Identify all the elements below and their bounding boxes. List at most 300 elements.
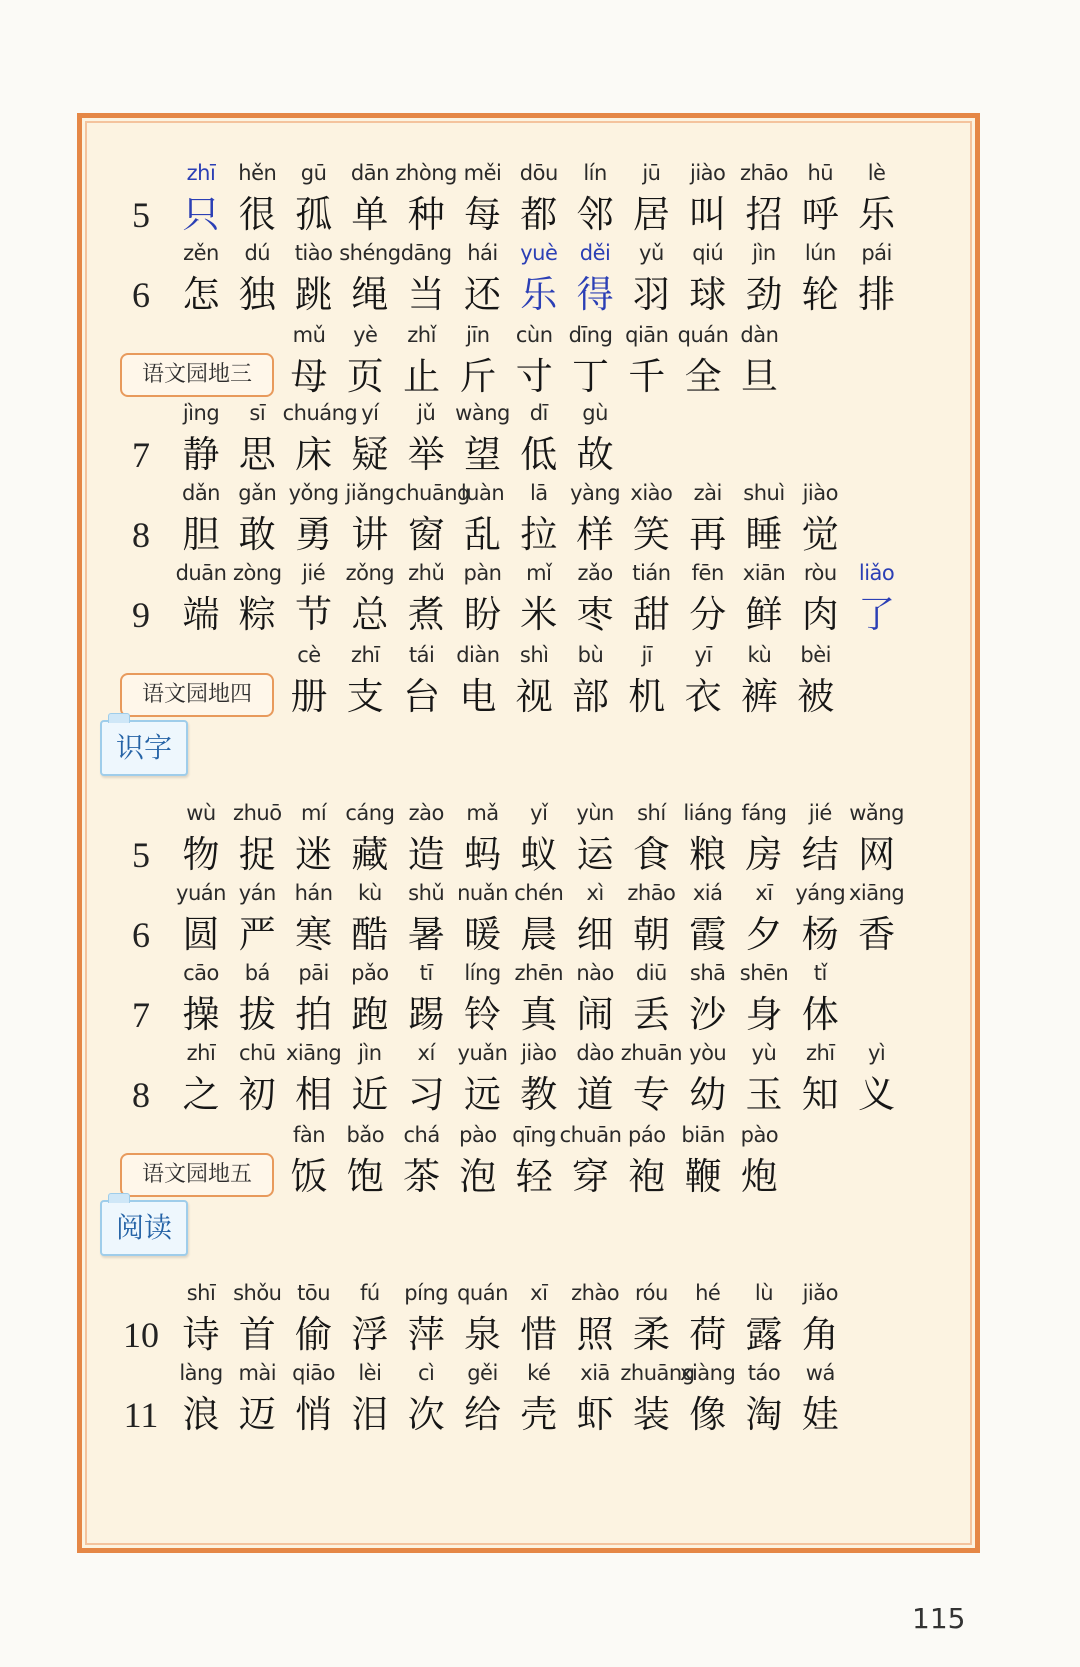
pinyin: zhǔ (408, 561, 445, 585)
character-cell (226, 556, 288, 640)
pinyin: xiāng (285, 1041, 342, 1065)
hanzi: 炮 (740, 1155, 778, 1198)
pinyin: xī (755, 881, 773, 905)
character-cell (278, 1118, 340, 1202)
hanzi: 饭 (290, 1155, 328, 1198)
pinyin: chū (238, 1041, 276, 1065)
character-cell (395, 1356, 457, 1440)
character-cell (170, 556, 232, 640)
character-cell (508, 1356, 570, 1440)
pinyin: nuǎn (457, 881, 508, 905)
character-cell (733, 796, 795, 880)
pinyin: liǎo (858, 561, 895, 585)
hanzi: 乱 (464, 513, 501, 556)
pinyin: jǔ (417, 401, 436, 425)
hanzi: 远 (464, 1073, 501, 1116)
hanzi: 枣 (576, 593, 614, 636)
character-cell (733, 956, 795, 1040)
hanzi: 香 (858, 913, 896, 956)
character-cell (846, 236, 908, 320)
character-cell (339, 396, 401, 480)
pinyin: yuán (176, 881, 226, 905)
pinyin: lún (804, 241, 836, 265)
pinyin: tái (408, 643, 435, 667)
hanzi: 操 (182, 993, 220, 1036)
pinyin: yì (867, 1041, 886, 1065)
pinyin: pāi (298, 961, 329, 985)
pinyin: sī (249, 401, 266, 425)
hanzi: 都 (520, 193, 558, 236)
hanzi: 物 (182, 833, 220, 876)
character-cell (564, 236, 626, 320)
pinyin: mǎ (466, 801, 499, 825)
hanzi: 故 (576, 433, 614, 476)
hanzi: 鲜 (745, 593, 783, 636)
pinyin: xì (586, 881, 604, 905)
pinyin: gù (582, 401, 608, 425)
hanzi: 装 (632, 1393, 670, 1436)
character-row (82, 556, 982, 640)
character-row (82, 396, 982, 480)
pinyin: shéng (339, 241, 401, 265)
character-cell (728, 1118, 790, 1202)
pinyin: shuì (743, 481, 785, 505)
hanzi: 疑 (351, 433, 389, 476)
hanzi: 当 (407, 273, 445, 316)
pinyin: qiú (692, 241, 724, 265)
hanzi: 举 (407, 433, 445, 476)
pinyin: chuáng (282, 401, 358, 425)
pinyin: yùn (576, 801, 614, 825)
hanzi: 轮 (801, 273, 839, 316)
pinyin: zhāo (739, 161, 789, 185)
pinyin: chuāng (395, 481, 470, 505)
pinyin: mǐ (526, 561, 552, 585)
character-cell (677, 236, 739, 320)
character-cell (170, 1356, 232, 1440)
hanzi: 相 (295, 1073, 333, 1116)
hanzi: 了 (858, 593, 896, 636)
character-cell (170, 476, 232, 560)
pinyin: diàn (456, 643, 500, 667)
hanzi: 体 (801, 993, 839, 1036)
hanzi: 近 (351, 1073, 389, 1116)
pinyin: páo (628, 1123, 666, 1147)
pinyin: kù (357, 881, 382, 905)
hanzi: 袍 (628, 1155, 666, 1198)
pinyin: bù (577, 643, 604, 667)
pinyin: zhuān (620, 1041, 683, 1065)
hanzi: 柔 (632, 1313, 670, 1356)
character-cell (620, 1276, 682, 1360)
pinyin: lín (583, 161, 607, 185)
hanzi: 视 (515, 675, 553, 718)
hanzi: 节 (295, 593, 333, 636)
hanzi: 教 (520, 1073, 558, 1116)
character-cell (620, 876, 682, 960)
character-row (82, 1036, 982, 1120)
character-cell (170, 236, 232, 320)
character-cell (395, 156, 457, 240)
pinyin: zǒng (345, 561, 395, 585)
character-cell (789, 796, 851, 880)
hanzi: 很 (238, 193, 276, 236)
hanzi: 沙 (689, 993, 727, 1036)
character-cell (677, 796, 739, 880)
hanzi: 身 (745, 993, 783, 1036)
hanzi: 只 (182, 193, 220, 236)
character-cell (283, 476, 345, 560)
character-cell (226, 236, 288, 320)
hanzi: 玉 (745, 1073, 783, 1116)
character-cell (620, 1356, 695, 1440)
lesson-number: 11 (123, 1395, 159, 1435)
pinyin: dī (529, 401, 548, 425)
pinyin: mí (300, 801, 327, 825)
hanzi: 壳 (520, 1393, 558, 1436)
hanzi: 静 (182, 433, 220, 476)
hanzi: 煮 (407, 593, 445, 636)
character-cell (395, 1276, 457, 1360)
pinyin: hán (294, 881, 333, 905)
pinyin: lù (754, 1281, 774, 1305)
hanzi: 乐 (520, 273, 558, 316)
character-cell (282, 396, 358, 480)
character-cell (728, 638, 790, 722)
character-cell (278, 638, 340, 722)
hanzi: 茶 (403, 1155, 441, 1198)
pinyin: biān (681, 1123, 725, 1147)
character-cell (226, 1356, 288, 1440)
pinyin: ké (527, 1361, 551, 1385)
hanzi: 结 (801, 833, 839, 876)
pinyin: hái (467, 241, 498, 265)
pinyin: shì (519, 643, 549, 667)
pinyin: wǎng (849, 801, 904, 825)
hanzi: 怎 (182, 273, 220, 316)
hanzi: 还 (464, 273, 501, 316)
hanzi: 饱 (346, 1155, 384, 1198)
character-cell (395, 876, 457, 960)
character-cell (226, 1036, 288, 1120)
character-cell (677, 956, 739, 1040)
hanzi: 止 (403, 355, 441, 398)
character-cell (677, 1356, 739, 1440)
character-cell (789, 876, 851, 960)
hanzi: 朝 (632, 913, 670, 956)
pinyin: pào (459, 1123, 497, 1147)
character-cell (395, 236, 457, 320)
character-cell (283, 236, 345, 320)
pinyin: jīn (466, 323, 490, 347)
hanzi: 粽 (238, 593, 276, 636)
pinyin: zhòng (395, 161, 457, 185)
hanzi: 支 (346, 675, 384, 718)
hanzi: 样 (576, 513, 614, 556)
character-cell (508, 556, 570, 640)
character-cell (620, 156, 682, 240)
hanzi: 夕 (745, 913, 783, 956)
hanzi: 甜 (632, 593, 670, 636)
hanzi: 浮 (351, 1313, 389, 1356)
hanzi: 藏 (351, 833, 389, 876)
pinyin: píng (404, 1281, 449, 1305)
character-cell (170, 1276, 232, 1360)
hanzi: 低 (520, 433, 558, 476)
hanzi: 觉 (801, 513, 839, 556)
character-row (82, 156, 982, 240)
hanzi: 球 (689, 273, 727, 316)
lesson-number: 5 (132, 835, 150, 875)
pinyin: xiàng (680, 1361, 736, 1385)
hanzi: 总 (351, 593, 389, 636)
hanzi: 衣 (684, 675, 722, 718)
chinese-garden-tag: 语文园地三 (120, 353, 274, 397)
hanzi: 被 (797, 675, 835, 718)
pinyin: zào (408, 801, 444, 825)
pinyin: xiào (630, 481, 673, 505)
pinyin: zhuāng (620, 1361, 695, 1385)
pinyin: lè (867, 161, 886, 185)
pinyin: zài (693, 481, 722, 505)
hanzi: 道 (576, 1073, 614, 1116)
hanzi: 娃 (801, 1393, 839, 1436)
pinyin: liáng (683, 801, 733, 825)
character-cell (789, 476, 851, 560)
character-cell (564, 556, 626, 640)
pinyin: dīng (568, 323, 613, 347)
hanzi: 杨 (801, 913, 839, 956)
pinyin: dān (350, 161, 389, 185)
character-cell (672, 318, 734, 402)
character-cell (789, 1036, 851, 1120)
pinyin: zòng (233, 561, 282, 585)
pinyin: zhuō (233, 801, 282, 825)
pinyin: zhēn (514, 961, 564, 985)
pinyin: yàng (570, 481, 621, 505)
character-cell (395, 956, 457, 1040)
pinyin: jié (302, 561, 326, 585)
character-cell (564, 1276, 626, 1360)
hanzi: 跑 (351, 993, 389, 1036)
lesson-number: 8 (132, 515, 150, 555)
character-cell (564, 396, 626, 480)
character-cell (789, 236, 851, 320)
character-cell (334, 318, 396, 402)
character-cell (672, 638, 734, 722)
character-cell (564, 956, 626, 1040)
pinyin: cè (297, 643, 321, 667)
pinyin: wàng (455, 401, 510, 425)
hanzi: 惜 (520, 1313, 558, 1356)
hanzi: 拉 (520, 513, 558, 556)
pinyin: lèi (358, 1361, 382, 1385)
pinyin: zǎo (577, 561, 613, 585)
character-cell (226, 396, 288, 480)
character-cell (395, 476, 470, 560)
character-row (82, 876, 982, 960)
pinyin: táo (747, 1361, 781, 1385)
hanzi: 寸 (515, 355, 553, 398)
hanzi: 望 (464, 433, 501, 476)
hanzi: 细 (576, 913, 614, 956)
character-cell (564, 796, 626, 880)
hanzi: 淘 (745, 1393, 783, 1436)
hanzi: 食 (632, 833, 670, 876)
hanzi: 严 (238, 913, 276, 956)
hanzi: 真 (520, 993, 558, 1036)
lesson-number: 10 (123, 1315, 159, 1355)
hanzi: 虾 (576, 1393, 614, 1436)
pinyin: zhǐ (407, 323, 436, 347)
character-row (82, 638, 982, 722)
pinyin: bá (244, 961, 270, 985)
pinyin: jiǎng (345, 481, 395, 505)
character-cell (452, 396, 514, 480)
hanzi: 叫 (689, 193, 727, 236)
hanzi: 讲 (351, 513, 389, 556)
hanzi: 窗 (407, 513, 445, 556)
character-cell (677, 556, 739, 640)
pinyin: yí (361, 401, 379, 425)
character-cell (339, 476, 401, 560)
pinyin: zhāo (627, 881, 676, 905)
character-cell (170, 396, 232, 480)
character-row (82, 236, 982, 320)
character-cell (733, 876, 795, 960)
character-cell (733, 156, 795, 240)
hanzi: 敢 (238, 513, 276, 556)
pinyin: zhào (571, 1281, 620, 1305)
pinyin: fáng (741, 801, 787, 825)
hanzi: 房 (745, 833, 783, 876)
character-table-panel (77, 113, 980, 1553)
character-cell (508, 876, 570, 960)
character-cell (283, 1356, 345, 1440)
hanzi: 再 (689, 513, 727, 556)
character-cell (391, 318, 453, 402)
character-cell (170, 796, 232, 880)
character-cell (508, 156, 570, 240)
pinyin: róu (634, 1281, 668, 1305)
character-cell (620, 476, 682, 560)
hanzi: 呼 (801, 193, 839, 236)
hanzi: 胆 (182, 513, 220, 556)
character-cell (339, 876, 401, 960)
character-cell (339, 1036, 401, 1120)
pinyin: jī (641, 643, 653, 667)
hanzi: 鞭 (684, 1155, 722, 1198)
character-row (82, 796, 982, 880)
character-cell (733, 476, 795, 560)
character-cell (677, 1036, 739, 1120)
pinyin: qiāo (292, 1361, 336, 1385)
pinyin: tǐ (813, 961, 827, 985)
character-cell (564, 1356, 626, 1440)
pinyin: quán (677, 323, 729, 347)
character-cell (452, 796, 514, 880)
character-cell (339, 156, 401, 240)
character-cell (620, 1036, 682, 1120)
character-row (82, 1118, 982, 1202)
hanzi: 穿 (572, 1155, 609, 1198)
pinyin: tī (419, 961, 433, 985)
pinyin: mǔ (292, 323, 326, 347)
hanzi: 页 (346, 355, 384, 398)
hanzi: 铃 (464, 993, 501, 1036)
hanzi: 专 (632, 1073, 670, 1116)
pinyin: chá (403, 1123, 440, 1147)
character-cell (846, 796, 908, 880)
pinyin: luàn (460, 481, 505, 505)
character-cell (283, 956, 345, 1040)
character-cell (616, 638, 678, 722)
pinyin: shǔ (408, 881, 445, 905)
lesson-number: 7 (132, 995, 150, 1035)
character-cell (447, 318, 509, 402)
pinyin: xiān (742, 561, 786, 585)
character-cell (677, 876, 739, 960)
character-cell (503, 1118, 565, 1202)
pinyin: làng (179, 1361, 223, 1385)
hanzi: 分 (689, 593, 727, 636)
character-cell (560, 638, 622, 722)
hanzi: 每 (464, 193, 501, 236)
hanzi: 独 (238, 273, 276, 316)
hanzi: 单 (351, 193, 389, 236)
hanzi: 首 (238, 1313, 276, 1356)
character-cell (395, 1036, 457, 1120)
hanzi: 初 (238, 1073, 276, 1116)
character-cell (789, 956, 851, 1040)
pinyin: yī (694, 643, 712, 667)
character-cell (620, 956, 682, 1040)
pinyin: gěi (467, 1361, 498, 1385)
pinyin: nào (576, 961, 614, 985)
character-row (82, 476, 982, 560)
pinyin: chuān (559, 1123, 622, 1147)
character-cell (452, 956, 514, 1040)
character-cell (846, 156, 908, 240)
pinyin: bèi (800, 643, 831, 667)
hanzi: 米 (520, 593, 558, 636)
character-cell (508, 956, 570, 1040)
character-cell (620, 556, 682, 640)
character-cell (452, 156, 514, 240)
character-cell (508, 476, 570, 560)
pinyin: jìng (182, 401, 220, 425)
pinyin: lā (529, 481, 548, 505)
character-cell (616, 1118, 678, 1202)
hanzi: 笑 (632, 513, 670, 556)
pinyin: dāng (400, 241, 452, 265)
character-cell (733, 1276, 795, 1360)
hanzi: 像 (689, 1393, 727, 1436)
character-cell (564, 1036, 626, 1120)
character-cell (846, 1036, 908, 1120)
character-cell (846, 876, 908, 960)
hanzi: 乐 (858, 193, 896, 236)
pinyin: jìn (358, 1041, 382, 1065)
character-cell (339, 556, 401, 640)
character-cell (339, 956, 401, 1040)
pinyin: shī (186, 1281, 216, 1305)
hanzi: 册 (290, 675, 328, 718)
pinyin: jìn (752, 241, 776, 265)
character-cell (677, 156, 739, 240)
character-cell (508, 236, 570, 320)
pinyin: jiào (802, 481, 838, 505)
